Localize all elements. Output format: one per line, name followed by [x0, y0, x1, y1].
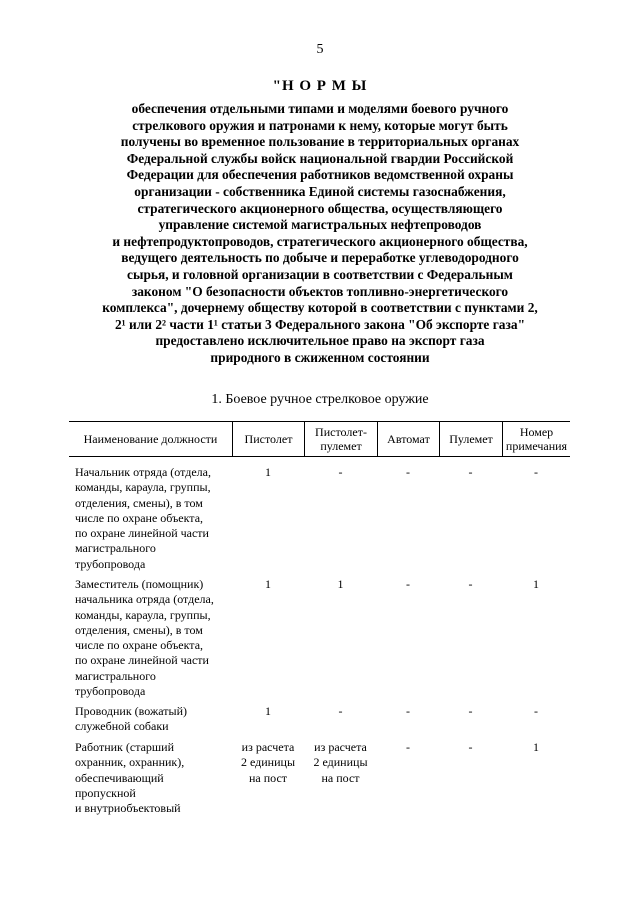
pistol-machine-gun-value: из расчета 2 единицы на пост	[313, 740, 368, 785]
page-number: 5	[316, 42, 324, 57]
header-note-line1: Номер	[519, 425, 554, 439]
position-name-line: пропускной	[75, 785, 136, 800]
position-name-line: числе по охране объекта,	[75, 638, 204, 653]
position-name-line: по охране линейной части	[75, 653, 209, 668]
position-name	[75, 704, 245, 735]
header-automat	[377, 422, 439, 456]
automat-value: -	[406, 577, 410, 591]
subtitle-line: организации - собственника Единой системы газоснабжения,	[134, 183, 506, 199]
subtitle-line: природного в сжиженном состоянии	[210, 349, 430, 365]
pistol-value: 1	[265, 704, 271, 718]
position-name	[75, 577, 245, 699]
note-value: -	[534, 465, 538, 479]
subtitle-line: 2¹ или 2² части 1¹ статьи 3 Федерального закона "Об экспорте газа"	[114, 316, 526, 332]
header-position	[69, 422, 232, 456]
position-name-line: отделения, смены), в том	[75, 495, 203, 510]
machine-gun-value: -	[468, 740, 473, 754]
machine-gun-value: -	[468, 704, 473, 718]
position-name-line: и внутриобъектовый	[75, 801, 181, 816]
table-header	[69, 421, 570, 457]
subtitle-line: сырья, и головной организации в соответствии с Федеральным	[127, 266, 513, 282]
pistol-value: 1	[265, 465, 271, 479]
position-name-line: числе по охране объекта,	[75, 510, 204, 525]
position-name-line: магистрального	[75, 541, 156, 556]
pistol-machine-gun-value: -	[338, 704, 343, 718]
note-value: -	[534, 704, 538, 718]
subtitle-line: предоставлено исключительное право на экспорт газа	[155, 333, 485, 349]
header-machine-gun	[439, 422, 502, 456]
pistol-machine-gun-value: -	[338, 465, 343, 479]
position-name-line: охранник, охранник),	[75, 755, 185, 770]
note-value: 1	[533, 740, 539, 754]
position-name	[75, 465, 245, 572]
position-name-line: Работник (старший	[75, 740, 174, 754]
automat-value: -	[406, 465, 410, 479]
header-automat-label: Автомат	[387, 432, 430, 446]
position-name	[75, 740, 245, 816]
automat-value: -	[406, 704, 410, 718]
subtitle-line: Федеральной службы войск национальной гвардии Российской	[126, 150, 514, 166]
machine-gun-value: -	[468, 577, 473, 591]
header-pistol-label: Пистолет	[244, 432, 293, 446]
section-heading: 1. Боевое ручное стрелковое оружие	[211, 392, 429, 407]
position-name-line: команды, караула, группы,	[75, 480, 211, 495]
header-note-line2: примечания	[505, 439, 568, 453]
pistol-value: 1	[265, 577, 271, 591]
pistol-value: из расчета 2 единицы на пост	[240, 740, 296, 785]
position-name-line: Проводник (вожатый)	[75, 704, 187, 718]
document-title: "Н О Р М Ы	[272, 78, 368, 94]
subtitle-line: стратегического акционерного общества, осуществляющего	[137, 200, 503, 216]
header-machine-gun-label: Пулемет	[449, 432, 493, 446]
subtitle-line: ведущего деятельность по добыче и переработке углеводородного	[121, 250, 519, 266]
position-name-line: трубопровода	[75, 684, 146, 699]
header-position-label: Наименование должности	[83, 432, 218, 446]
subtitle-line: стрелкового оружия и патронами к нему, которые могут быть	[132, 117, 508, 133]
subtitle-line: законом "О безопасности объектов топливно-энергетического	[131, 283, 509, 299]
header-pistol-mg-line1: Пистолет-	[315, 425, 367, 439]
position-name-line: по охране линейной части	[75, 526, 209, 541]
header-note	[502, 422, 570, 456]
position-name-line: начальника отряда (отдела,	[75, 592, 214, 607]
header-pistol-mg-line2: пулемет	[320, 439, 362, 453]
position-name-line: трубопровода	[75, 556, 146, 571]
subtitle-line: обеспечения отдельными типами и моделями боевого ручного	[131, 101, 509, 116]
header-pistol	[232, 422, 304, 456]
position-name-line: отделения, смены), в том	[75, 622, 203, 637]
position-name-line: обеспечивающий	[75, 770, 164, 785]
subtitle-line: и нефтепродуктопроводов, стратегического акционерного общества,	[112, 233, 528, 249]
subtitle-line: комплекса", дочернему обществу которой в соответствии с пунктами 2,	[102, 300, 538, 316]
position-name-line: команды, караула, группы,	[75, 607, 211, 622]
note-value: 1	[533, 577, 539, 591]
subtitle-line: управление системой магистральных нефтепроводов	[158, 217, 482, 233]
position-name-line: служебной собаки	[75, 719, 169, 734]
automat-value: -	[406, 740, 410, 754]
machine-gun-value: -	[468, 465, 473, 479]
position-name-line: Начальник отряда (отдела,	[75, 465, 211, 479]
subtitle-line: Федерации для обеспечения работников ведомственной охраны	[126, 167, 514, 183]
subtitle-line: получены во временное пользование в территориальных органах	[120, 134, 520, 150]
pistol-machine-gun-value: 1	[337, 577, 344, 591]
header-pistol-machine-gun	[304, 422, 377, 456]
position-name-line: Заместитель (помощник)	[75, 577, 204, 591]
document-subtitle	[60, 101, 580, 367]
position-name-line: магистрального	[75, 668, 156, 683]
